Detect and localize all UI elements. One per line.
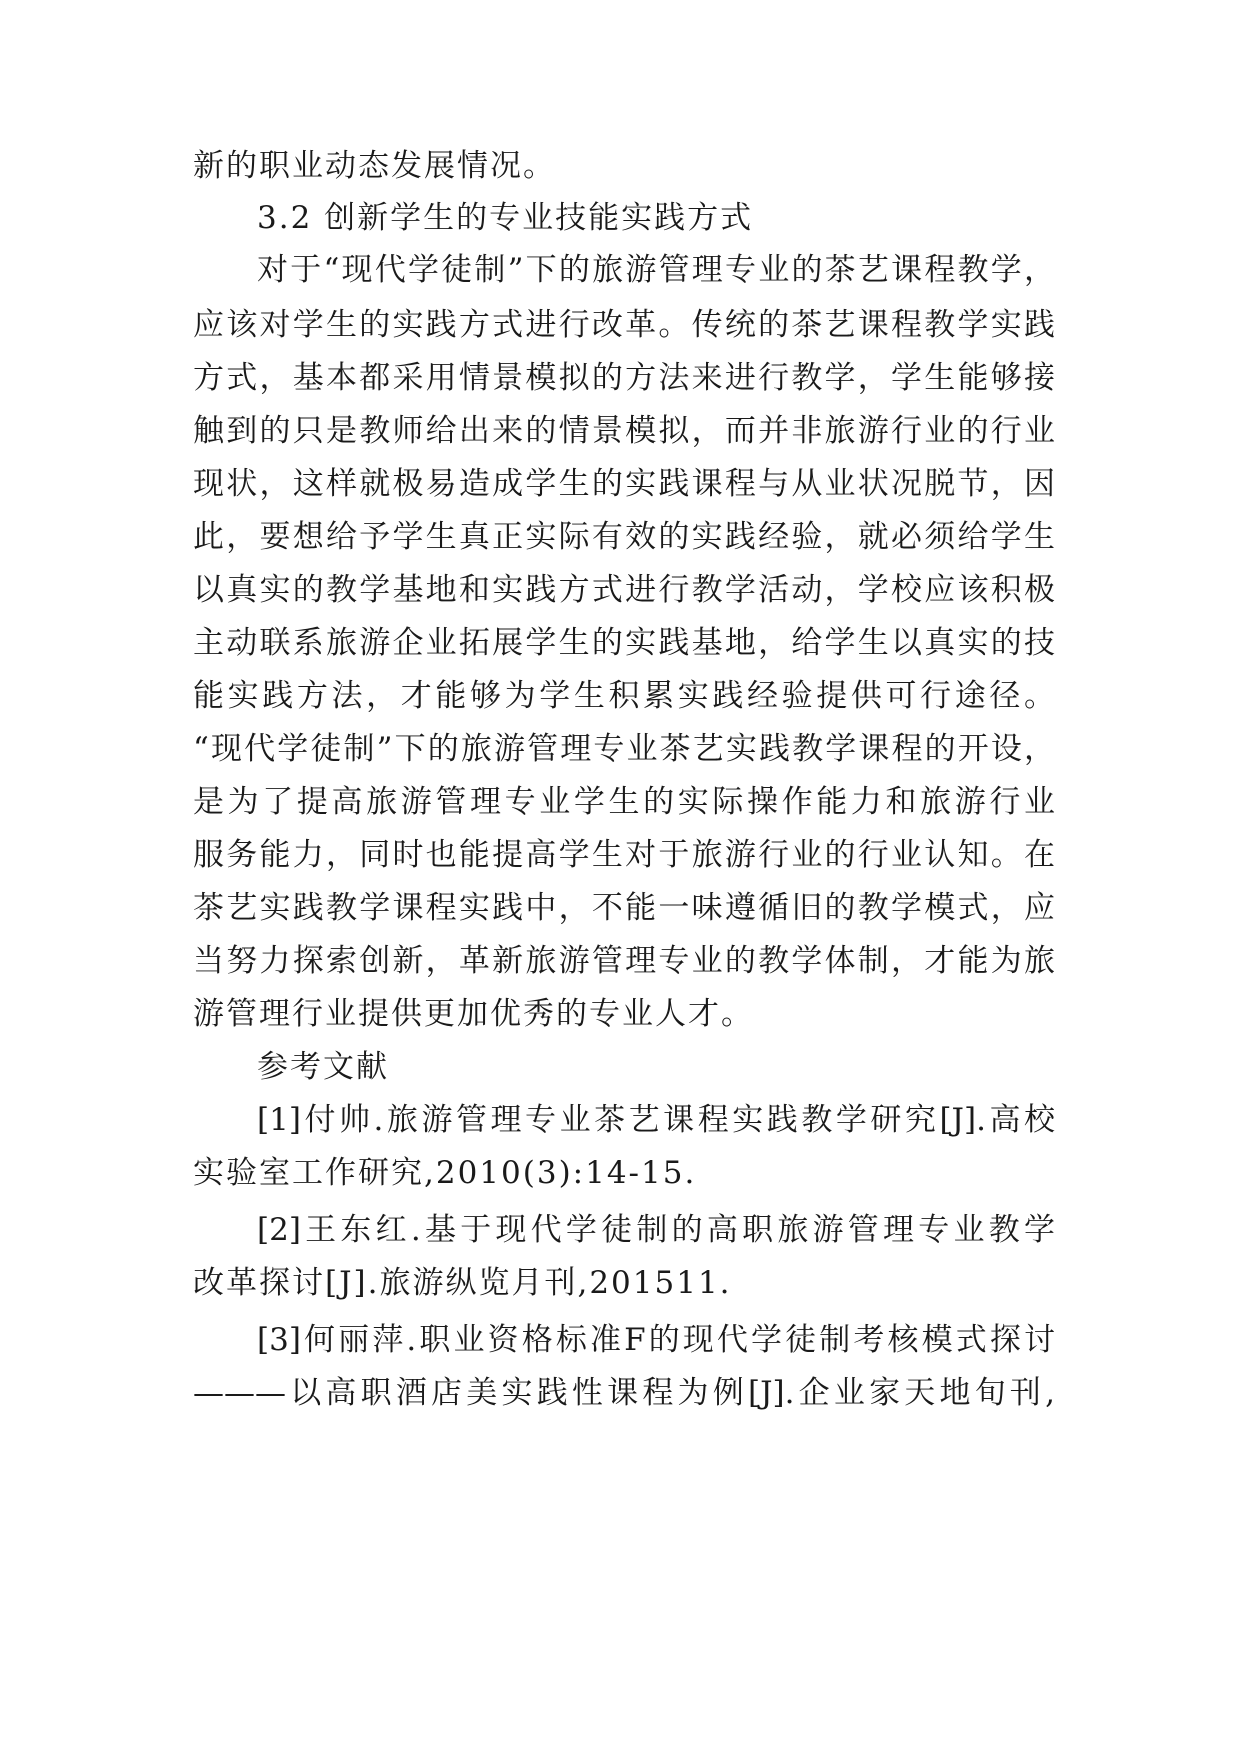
reference-line: [3]何丽萍.职业资格标准F的现代学徒制考核模式探讨 — [257, 1322, 1055, 1358]
body-text-line: 新的职业动态发展情况。 — [193, 148, 556, 184]
body-text-line: 游管理行业提供更加优秀的专业人才。 — [193, 996, 754, 1032]
body-text-line: 是为了提高旅游管理专业学生的实际操作能力和旅游行业 — [193, 784, 1055, 820]
body-text-line: 能实践方法，才能够为学生积累实践经验提供可行途径。 — [193, 678, 1055, 714]
section-heading: 3.2 创新学生的专业技能实践方式 — [257, 200, 754, 236]
reference-line: [2]王东红.基于现代学徒制的高职旅游管理专业教学 — [257, 1212, 1055, 1248]
body-text-line: 当努力探索创新，革新旅游管理专业的教学体制，才能为旅 — [193, 943, 1055, 979]
body-text-line: 触到的只是教师给出来的情景模拟，而并非旅游行业的行业 — [193, 413, 1055, 449]
reference-line: [1]付帅.旅游管理专业茶艺课程实践教学研究[J].高校 — [257, 1102, 1055, 1138]
body-text-line: 服务能力，同时也能提高学生对于旅游行业的行业认知。在 — [193, 837, 1055, 873]
body-text-line: 此，要想给予学生真正实际有效的实践经验，就必须给学生 — [193, 519, 1055, 555]
references-heading: 参考文献 — [257, 1049, 389, 1085]
body-text-line: “现代学徒制”下的旅游管理专业茶艺实践教学课程的开设， — [193, 731, 1055, 767]
body-text-line: 茶艺实践教学课程实践中，不能一味遵循旧的教学模式，应 — [193, 890, 1055, 926]
body-text-line: 以真实的教学基地和实践方式进行教学活动，学校应该积极 — [193, 572, 1055, 608]
body-text-line: 应该对学生的实践方式进行改革。传统的茶艺课程教学实践 — [193, 307, 1055, 343]
body-text-line: 方式，基本都采用情景模拟的方法来进行教学，学生能够接 — [193, 360, 1055, 396]
body-text-line: 对于“现代学徒制”下的旅游管理专业的茶艺课程教学， — [257, 252, 1055, 288]
reference-line: 实验室工作研究,2010(3):14-15. — [193, 1155, 697, 1191]
reference-line: 改革探讨[J].旅游纵览月刊,201511. — [193, 1265, 732, 1301]
reference-line: ———以高职酒店美实践性课程为例[J].企业家天地旬刊, — [193, 1375, 1055, 1411]
body-text-line: 主动联系旅游企业拓展学生的实践基地，给学生以真实的技 — [193, 625, 1055, 661]
body-text-line: 现状，这样就极易造成学生的实践课程与从业状况脱节，因 — [193, 466, 1055, 502]
